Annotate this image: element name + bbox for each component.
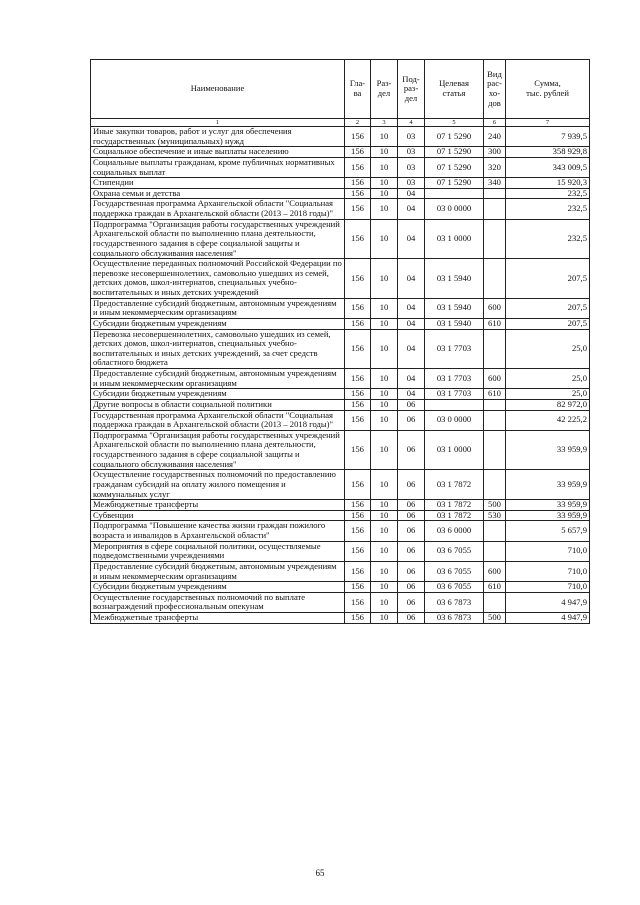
table-row [91,510,590,521]
cell-section: 10 [371,399,398,410]
header-exp-type-line1: Вид [487,68,502,79]
cell-section: 10 [371,430,398,470]
cell-chapter: 156 [345,389,371,400]
table-row [91,592,590,612]
cell-exp-type [484,399,506,410]
cell-chapter: 156 [345,521,371,541]
cell-amount: 232,5 [506,199,590,219]
cell-name: Предоставление субсидий бюджетным, автономным учреждениям и иным некоммерческим организациям [91,369,345,389]
column-number-row [91,119,590,127]
cell-subsection: 06 [398,399,425,410]
cell-exp-type: 500 [484,500,506,511]
cell-subsection: 06 [398,510,425,521]
table-row [91,127,590,147]
cell-amount: 33 959,9 [506,500,590,511]
cell-name: Осуществление государственных полномочий по предоставлению гражданам субсидий на оплату жилого помещения и коммунальных услуг [91,470,345,500]
cell-section: 10 [371,410,398,430]
cell-amount: 343 009,5 [506,157,590,177]
cell-exp-type [484,329,506,369]
header-target-line2: статья [442,88,466,98]
table-row [91,298,590,318]
cell-chapter: 156 [345,199,371,219]
cell-chapter: 156 [345,369,371,389]
cell-target: 03 6 7055 [425,541,484,561]
cell-target: 03 1 0000 [425,219,484,259]
cell-name: Социальное обеспечение и иные выплаты населению [91,147,345,158]
cell-amount: 33 959,9 [506,430,590,470]
cell-chapter: 156 [345,541,371,561]
cell-section: 10 [371,157,398,177]
cell-target: 03 1 7703 [425,329,484,369]
cell-chapter: 156 [345,470,371,500]
cell-subsection: 04 [398,329,425,369]
cell-target: 03 0 0000 [425,199,484,219]
table-row [91,561,590,581]
header-amount-line1: Сумма, [534,78,561,89]
cell-amount: 25,0 [506,389,590,400]
cell-target: 07 1 5290 [425,147,484,158]
cell-chapter: 156 [345,259,371,299]
cell-target: 03 1 5940 [425,318,484,329]
cell-name: Осуществление переданных полномочий Российской Федерации по перевозке несовершеннолетних, самовольно ушедших из семей, детских домов, школ-интернатов, специальных учебно-воспитательных и иных детских учреждений [91,259,345,299]
cell-name: Иные закупки товаров, работ и услуг для обеспечения государственных (муниципальных) нужд [91,127,345,147]
cell-section: 10 [371,369,398,389]
cell-target: 03 1 7872 [425,500,484,511]
cell-target [425,188,484,199]
cell-amount: 4 947,9 [506,613,590,624]
cell-chapter: 156 [345,510,371,521]
cell-section: 10 [371,127,398,147]
header-chapter [345,60,371,119]
cell-section: 10 [371,561,398,581]
cell-section: 10 [371,188,398,199]
cell-subsection: 06 [398,592,425,612]
cell-amount: 42 225,2 [506,410,590,430]
header-chapter-line1: Гла- [349,78,366,89]
cell-section: 10 [371,199,398,219]
cell-name: Подпрограмма "Организация работы государственных учреждений Архангельской области по выполнению плана деятельности, государственного задания в сфере социальной защиты и социального обслуживания населения" [91,219,345,259]
cell-name: Субсидии бюджетным учреждениям [91,318,345,329]
cell-section: 10 [371,541,398,561]
header-row [91,60,590,119]
cell-amount: 710,0 [506,541,590,561]
cell-name: Межбюджетные трансферты [91,500,345,511]
cell-exp-type: 610 [484,389,506,400]
cell-name: Предоставление субсидий бюджетным, автономным учреждениям и иным некоммерческим организациям [91,298,345,318]
cell-name: Охрана семьи и детства [91,188,345,199]
cell-amount: 15 920,3 [506,178,590,189]
table-row [91,410,590,430]
cell-section: 10 [371,582,398,593]
table-row [91,259,590,299]
cell-name: Субсидии бюджетным учреждениям [91,582,345,593]
cell-target: 03 6 7873 [425,613,484,624]
cell-section: 10 [371,510,398,521]
cell-exp-type [484,219,506,259]
cell-name: Межбюджетные трансферты [91,613,345,624]
cell-target: 03 1 5940 [425,259,484,299]
cell-amount: 710,0 [506,561,590,581]
table-row [91,399,590,410]
cell-section: 10 [371,178,398,189]
cell-chapter: 156 [345,613,371,624]
cell-target: 07 1 5290 [425,127,484,147]
cell-section: 10 [371,500,398,511]
column-number: 1 [91,119,345,127]
cell-target: 03 6 7055 [425,582,484,593]
cell-name: Осуществление государственных полномочий по выплате вознаграждений профессиональным опекунам [91,592,345,612]
cell-amount: 207,5 [506,298,590,318]
cell-target: 03 1 7703 [425,369,484,389]
table-row [91,613,590,624]
header-subsection-line3: дел [404,92,418,103]
column-number: 7 [506,119,590,127]
table-row [91,188,590,199]
cell-subsection: 06 [398,410,425,430]
table-row [91,157,590,177]
cell-amount: 232,5 [506,188,590,199]
cell-target: 03 6 0000 [425,521,484,541]
cell-subsection: 04 [398,318,425,329]
cell-subsection: 04 [398,369,425,389]
cell-amount: 207,5 [506,318,590,329]
cell-section: 10 [371,147,398,158]
cell-section: 10 [371,521,398,541]
cell-subsection: 06 [398,521,425,541]
table-row [91,470,590,500]
cell-name: Перевозка несовершеннолетних, самовольно ушедших из семей, детских домов, школ-интернатов, специальных учебно-воспитательных и иных детских учреждений, за счет средств областного бюджета [91,329,345,369]
cell-chapter: 156 [345,592,371,612]
cell-amount: 33 959,9 [506,510,590,521]
cell-section: 10 [371,613,398,624]
cell-subsection: 04 [398,188,425,199]
cell-chapter: 156 [345,147,371,158]
cell-subsection: 06 [398,430,425,470]
cell-exp-type: 240 [484,127,506,147]
cell-name: Социальные выплаты гражданам, кроме публичных нормативных социальных выплат [91,157,345,177]
cell-chapter: 156 [345,561,371,581]
cell-target: 03 0 0000 [425,410,484,430]
cell-amount: 33 959,9 [506,470,590,500]
cell-chapter: 156 [345,430,371,470]
cell-subsection: 04 [398,259,425,299]
cell-amount: 7 939,5 [506,127,590,147]
cell-exp-type [484,199,506,219]
cell-subsection: 06 [398,541,425,561]
cell-target: 07 1 5290 [425,157,484,177]
cell-subsection: 04 [398,298,425,318]
cell-target: 03 1 7872 [425,510,484,521]
cell-target: 03 1 7703 [425,389,484,400]
cell-exp-type: 530 [484,510,506,521]
cell-subsection: 06 [398,561,425,581]
header-target [425,60,484,119]
cell-name: Подпрограмма "Организация работы государственных учреждений Архангельской области по выполнению плана деятельности, государственного задания в сфере социальной защиты и социального обслуживания населения" [91,430,345,470]
table-row [91,369,590,389]
cell-section: 10 [371,298,398,318]
cell-subsection: 03 [398,178,425,189]
cell-subsection: 03 [398,147,425,158]
header-amount [506,60,590,119]
cell-subsection: 06 [398,500,425,511]
header-section-line1: Раз- [376,78,392,89]
cell-target: 07 1 5290 [425,178,484,189]
column-number: 6 [484,119,506,127]
header-subsection [398,60,425,119]
cell-amount: 82 972,0 [506,399,590,410]
cell-subsection: 06 [398,470,425,500]
cell-exp-type: 600 [484,561,506,581]
table-row [91,178,590,189]
table-row [91,147,590,158]
cell-chapter: 156 [345,399,371,410]
cell-section: 10 [371,329,398,369]
cell-name: Подпрограмма "Повышение качества жизни граждан пожилого возраста и инвалидов в Архангельской области" [91,521,345,541]
cell-amount: 5 657,9 [506,521,590,541]
cell-subsection: 04 [398,199,425,219]
cell-exp-type: 340 [484,178,506,189]
cell-target: 03 6 7055 [425,561,484,581]
table-row [91,541,590,561]
table-row [91,389,590,400]
cell-exp-type [484,541,506,561]
cell-subsection: 04 [398,219,425,259]
cell-exp-type: 600 [484,369,506,389]
cell-amount: 358 929,8 [506,147,590,158]
cell-chapter: 156 [345,157,371,177]
budget-table [90,59,590,624]
cell-exp-type [484,259,506,299]
cell-section: 10 [371,219,398,259]
cell-exp-type [484,410,506,430]
cell-section: 10 [371,470,398,500]
table-row [91,318,590,329]
cell-exp-type [484,521,506,541]
cell-amount: 25,0 [506,369,590,389]
cell-exp-type: 600 [484,298,506,318]
table-row [91,521,590,541]
cell-amount: 207,5 [506,259,590,299]
cell-chapter: 156 [345,178,371,189]
cell-exp-type [484,430,506,470]
table-row [91,582,590,593]
cell-chapter: 156 [345,127,371,147]
header-section [371,60,398,119]
cell-chapter: 156 [345,500,371,511]
cell-name: Субсидии бюджетным учреждениям [91,389,345,400]
cell-target: 03 1 7872 [425,470,484,500]
table-row [91,219,590,259]
header-exp-type [484,60,506,119]
cell-chapter: 156 [345,318,371,329]
cell-target: 03 1 5940 [425,298,484,318]
cell-chapter: 156 [345,188,371,199]
header-chapter-line2: ва [353,88,362,98]
page-number: 65 [315,868,325,878]
cell-exp-type: 610 [484,582,506,593]
cell-name: Предоставление субсидий бюджетным, автономным учреждениям и иным некоммерческим организациям [91,561,345,581]
cell-subsection: 04 [398,389,425,400]
cell-chapter: 156 [345,329,371,369]
header-exp-type-line2: рас- [487,78,502,89]
cell-chapter: 156 [345,410,371,430]
cell-chapter: 156 [345,219,371,259]
cell-name: Государственная программа Архангельской области "Социальная поддержка граждан в Архангельской области (2013 – 2018 годы)" [91,410,345,430]
cell-name: Государственная программа Архангельской области "Социальная поддержка граждан в Архангельской области (2013 – 2018 годы)" [91,199,345,219]
header-subsection-line1: Под- [402,73,420,84]
header-name: Наименование [91,60,345,119]
cell-name: Другие вопросы в области социальной политики [91,399,345,410]
column-number: 3 [371,119,398,127]
cell-name: Стипендии [91,178,345,189]
cell-amount: 25,0 [506,329,590,369]
cell-exp-type: 610 [484,318,506,329]
cell-section: 10 [371,318,398,329]
cell-amount: 232,5 [506,219,590,259]
cell-target: 03 1 0000 [425,430,484,470]
cell-subsection: 06 [398,613,425,624]
header-exp-type-line3: хо- [488,88,501,98]
cell-section: 10 [371,389,398,400]
cell-subsection: 03 [398,127,425,147]
header-subsection-line2: раз- [403,83,419,94]
table-row [91,500,590,511]
cell-section: 10 [371,592,398,612]
cell-subsection: 06 [398,582,425,593]
cell-target: 03 6 7873 [425,592,484,612]
table-row [91,329,590,369]
table-row [91,430,590,470]
cell-subsection: 03 [398,157,425,177]
header-section-line2: дел [377,88,391,98]
table-body [91,127,590,624]
cell-exp-type: 320 [484,157,506,177]
cell-target [425,399,484,410]
cell-exp-type: 300 [484,147,506,158]
cell-name: Субвенции [91,510,345,521]
cell-name: Мероприятия в сфере социальной политики, осуществляемые подведомственными учреждениями [91,541,345,561]
cell-exp-type: 500 [484,613,506,624]
header-exp-type-line4: дов [488,97,501,108]
column-number: 2 [345,119,371,127]
header-amount-line2: тыс. рублей [526,88,569,98]
cell-amount: 710,0 [506,582,590,593]
cell-chapter: 156 [345,582,371,593]
cell-exp-type [484,188,506,199]
cell-chapter: 156 [345,298,371,318]
header-target-line1: Целевая [439,78,469,89]
cell-exp-type [484,470,506,500]
table-row [91,199,590,219]
column-number: 5 [425,119,484,127]
column-number: 4 [398,119,425,127]
cell-exp-type [484,592,506,612]
cell-amount: 4 947,9 [506,592,590,612]
cell-section: 10 [371,259,398,299]
